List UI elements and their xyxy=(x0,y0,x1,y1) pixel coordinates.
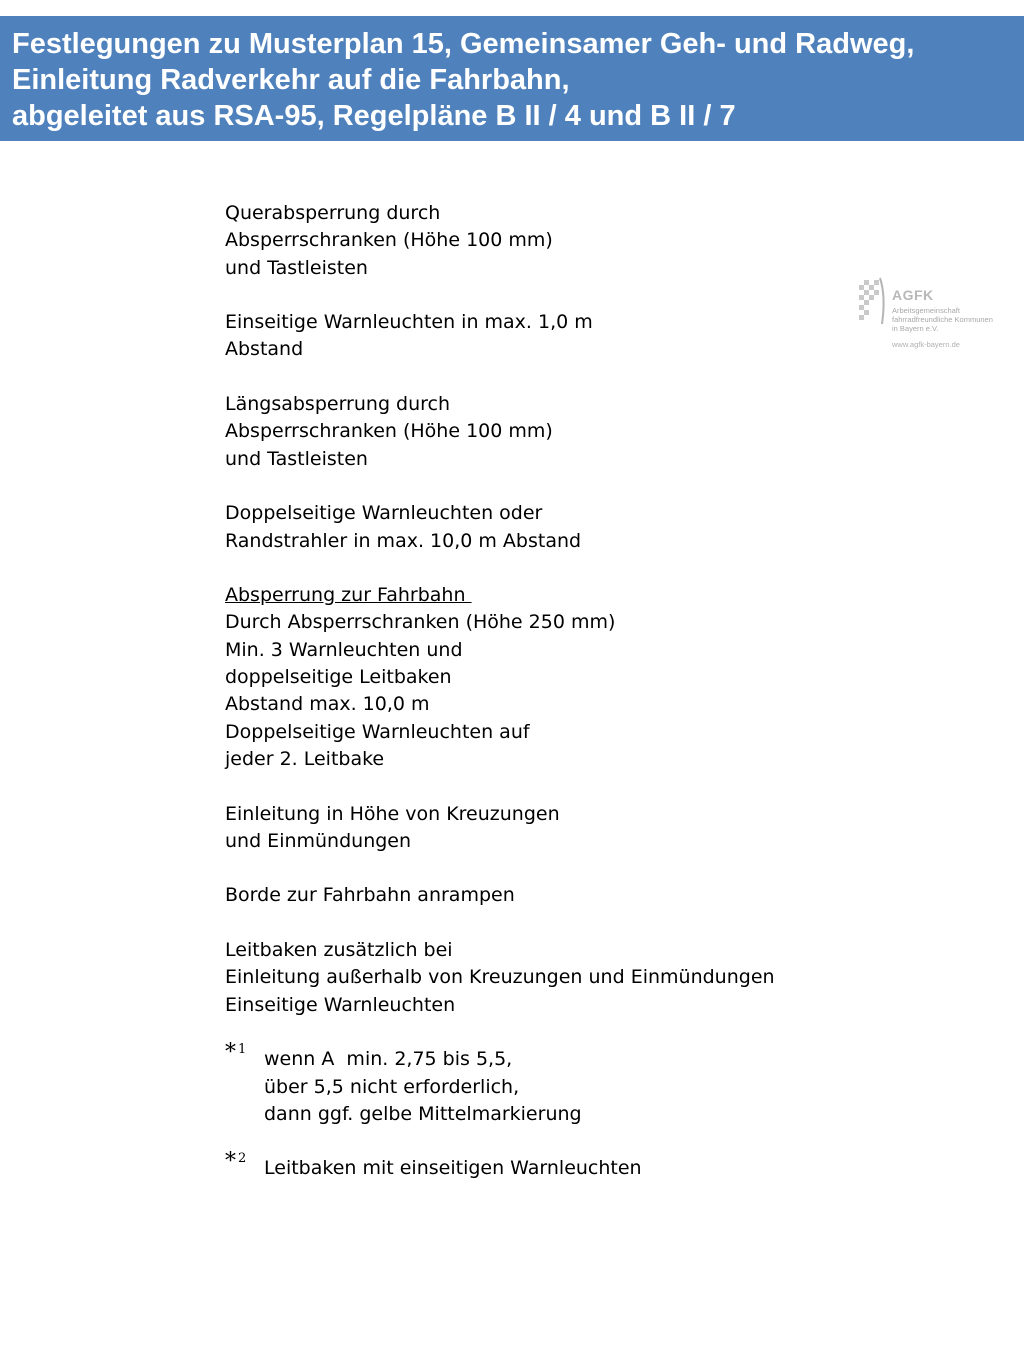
legend-line: Doppelseitige Warnleuchten auf xyxy=(225,720,530,743)
footnote-line: Leitbaken mit einseitigen Warnleuchten xyxy=(264,1157,642,1180)
legend-heading: Absperrung zur Fahrbahn xyxy=(225,584,472,607)
legend-line: Absperrschranken (Höhe 100 mm) xyxy=(225,229,553,252)
legend-block xyxy=(225,801,925,856)
logo-subtitle-line: Arbeitsgemeinschaft xyxy=(892,306,960,315)
legend-line: Querabsperrung durch xyxy=(225,202,441,224)
logo-url: www.agfk-bayern.de xyxy=(892,340,960,349)
legend-line: und Tastleisten xyxy=(225,447,368,470)
title-line-3: abgeleitet aus RSA-95, Regelpläne B II / 4 und B II / 7 xyxy=(12,100,736,132)
asterisk: * xyxy=(225,1149,236,1175)
footnote-line: über 5,5 nicht erforderlich, xyxy=(264,1075,520,1098)
footnote-1 xyxy=(225,1040,925,1128)
title-line-2: Einleitung Radverkehr auf die Fahrbahn, xyxy=(12,64,570,96)
legend-block xyxy=(225,582,925,773)
top-margin xyxy=(0,0,1024,16)
legend-line: Einseitige Warnleuchten xyxy=(225,993,456,1016)
footnote-marker xyxy=(225,1145,246,1175)
footnote-marker xyxy=(225,1036,246,1066)
footnote-number: 2 xyxy=(238,1151,247,1167)
legend-line: Leitbaken zusätzlich bei xyxy=(225,939,453,962)
legend-line: Abstand max. 10,0 m xyxy=(225,693,430,716)
title-banner xyxy=(0,16,1024,141)
legend-block xyxy=(225,309,925,364)
legend-block xyxy=(225,200,925,282)
legend-line: Einseitige Warnleuchten in max. 1,0 m xyxy=(225,311,593,334)
legend-block xyxy=(225,391,925,473)
legend-line: Randstrahler in max. 10,0 m Abstand xyxy=(225,529,582,552)
footnote-line: wenn A min. 2,75 bis 5,5, xyxy=(264,1048,513,1071)
legend-line: und Einmündungen xyxy=(225,829,412,852)
legend-line: Abstand xyxy=(225,338,304,361)
legend-line: Absperrschranken (Höhe 100 mm) xyxy=(225,420,553,443)
logo-subtitle-line: in Bayern e.V. xyxy=(892,324,939,333)
legend-block xyxy=(225,500,925,555)
logo-subtitle-line: fahrradfreundliche Kommunen xyxy=(892,315,993,324)
title-line-1: Festlegungen zu Musterplan 15, Gemeinsamer Geh- und Radweg, xyxy=(12,28,915,60)
legend-line: und Tastleisten xyxy=(225,256,368,279)
legend-block xyxy=(225,882,925,909)
footnote-2 xyxy=(225,1149,925,1182)
legend-line: Borde zur Fahrbahn anrampen xyxy=(225,884,515,907)
legend-line: Einleitung außerhalb von Kreuzungen und Einmündungen xyxy=(225,966,775,989)
logo-name: AGFK xyxy=(892,287,934,303)
legend-block xyxy=(225,937,925,1019)
footnote-number: 1 xyxy=(238,1042,247,1058)
footnote-line: dann ggf. gelbe Mittelmarkierung xyxy=(264,1102,582,1125)
legend-line: Doppelseitige Warnleuchten oder xyxy=(225,502,543,525)
legend-line: Min. 3 Warnleuchten und xyxy=(225,638,463,661)
asterisk: * xyxy=(225,1040,236,1066)
legend-line: jeder 2. Leitbake xyxy=(225,747,385,770)
legend-line: doppelseitige Leitbaken xyxy=(225,666,452,689)
legend-line: Längsabsperrung durch xyxy=(225,393,451,416)
legend-text xyxy=(225,200,925,1210)
legend-line: Durch Absperrschranken (Höhe 250 mm) xyxy=(225,611,616,634)
legend-line: Einleitung in Höhe von Kreuzungen xyxy=(225,802,560,825)
